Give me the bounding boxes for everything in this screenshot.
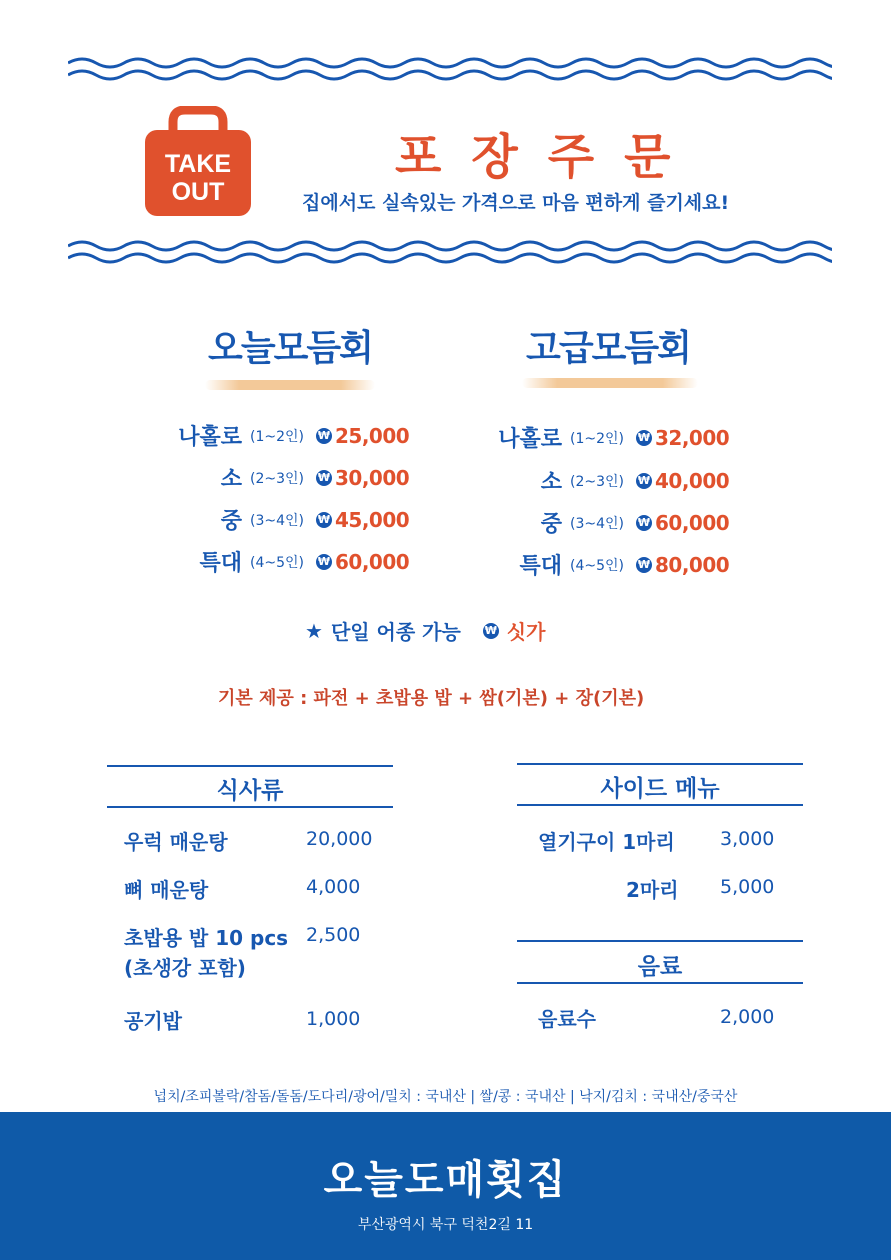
- premium-brush-underline: [522, 378, 698, 388]
- meals-top-rule: [107, 765, 393, 767]
- won-icon: ₩: [317, 471, 331, 484]
- side-menu-title: 사이드 메뉴: [600, 776, 720, 802]
- meal-item-name: 공기밥: [124, 1009, 182, 1033]
- premium-price: 40,000: [655, 468, 730, 493]
- today-price: 60,000: [335, 549, 410, 574]
- won-icon: ₩: [484, 624, 497, 637]
- today-size: 소: [220, 467, 242, 492]
- drink-item-name: 음료수: [538, 1007, 596, 1031]
- meal-item-name: 뼈 매운탕: [124, 878, 209, 902]
- premium-platter-title: 고급모듬회: [526, 328, 690, 369]
- market-price: 싯가: [506, 620, 546, 644]
- star-icon: ★: [305, 618, 323, 643]
- today-brush-underline: [205, 380, 375, 390]
- premium-people: (4~5인): [570, 557, 624, 574]
- won-icon: ₩: [317, 429, 331, 442]
- takeout-bag-icon: [145, 106, 251, 216]
- premium-row: [470, 549, 729, 580]
- store-address: 부산광역시 북구 덕천2길 11: [357, 1217, 534, 1233]
- won-icon: ₩: [637, 558, 651, 571]
- meal-item-price: 4,000: [306, 876, 361, 898]
- meals-title: 식사류: [216, 778, 284, 804]
- premium-people: (3~4인): [570, 515, 624, 532]
- premium-row: [470, 507, 729, 538]
- premium-price: 60,000: [655, 510, 730, 535]
- today-people: (1~2인): [250, 428, 304, 445]
- won-icon: ₩: [317, 513, 331, 526]
- today-size: 특대: [199, 551, 242, 576]
- badge-line1: TAKE: [164, 150, 232, 178]
- side-item-price: 3,000: [720, 828, 775, 850]
- won-icon: ₩: [317, 555, 331, 568]
- today-row: [150, 462, 409, 493]
- today-price: 30,000: [335, 465, 410, 490]
- premium-size: 중: [540, 512, 562, 537]
- meal-item-subnote: (초생강 포함): [124, 956, 246, 980]
- basic-provided-note: 기본 제공 : 파전 + 초밥용 밥 + 쌈(기본) + 장(기본): [218, 688, 645, 709]
- premium-people: (1~2인): [570, 430, 624, 447]
- brand-name: 오늘도매횟집: [323, 1157, 568, 1203]
- today-row: [150, 546, 409, 577]
- premium-row: [470, 422, 729, 453]
- meal-item-price: 2,500: [306, 924, 361, 946]
- today-people: (4~5인): [250, 554, 304, 571]
- side-item-price: 5,000: [720, 876, 775, 898]
- top-wave-decoration: [68, 55, 832, 85]
- page-title: 포장주문: [395, 129, 701, 185]
- today-row: [150, 504, 409, 535]
- side-item-name: 열기구이 1마리: [538, 830, 675, 854]
- meal-item-price: 20,000: [306, 828, 373, 850]
- side-top-rule: [517, 763, 803, 765]
- won-icon: ₩: [637, 431, 651, 444]
- drinks-title: 음료: [637, 954, 683, 980]
- side-bottom-rule: [517, 804, 803, 806]
- today-price: 25,000: [335, 423, 410, 448]
- meals-bottom-rule: [107, 806, 393, 808]
- meal-item-name: 초밥용 밥 10 pcs: [124, 926, 289, 950]
- badge-line2: OUT: [171, 178, 225, 206]
- premium-row: [470, 465, 729, 496]
- today-people: (2~3인): [250, 470, 304, 487]
- today-row: [150, 420, 409, 451]
- drink-item-price: 2,000: [720, 1006, 775, 1028]
- side-item-name: 2마리: [626, 878, 679, 902]
- today-price: 45,000: [335, 507, 410, 532]
- premium-price: 32,000: [655, 425, 730, 450]
- today-people: (3~4인): [250, 512, 304, 529]
- drinks-bottom-rule: [517, 982, 803, 984]
- meal-item-name: 우럭 매운탕: [124, 830, 228, 854]
- premium-people: (2~3인): [570, 473, 624, 490]
- won-icon: ₩: [637, 516, 651, 529]
- premium-size: 나홀로: [498, 427, 562, 452]
- origin-info: 넙치/조피볼락/참돔/돌돔/도다리/광어/밀치 : 국내산 | 쌀/콩 : 국내산 | 낙지/김치 : 국내산/중국산: [153, 1089, 738, 1105]
- drinks-top-rule: [517, 940, 803, 942]
- premium-price: 80,000: [655, 552, 730, 577]
- premium-size: 특대: [519, 554, 562, 579]
- won-icon: ₩: [637, 474, 651, 487]
- bottom-wave-decoration: [68, 238, 832, 268]
- page-subtitle: 집에서도 실속있는 가격으로 마음 편하게 즐기세요!: [302, 192, 730, 214]
- today-size: 중: [220, 509, 242, 534]
- single-species-label: 단일 어종 가능: [330, 620, 461, 644]
- single-species-note: [305, 616, 545, 645]
- premium-size: 소: [540, 470, 562, 495]
- today-size: 나홀로: [178, 425, 242, 450]
- meal-item-price: 1,000: [306, 1008, 361, 1030]
- today-platter-title: 오늘모듬회: [208, 328, 372, 369]
